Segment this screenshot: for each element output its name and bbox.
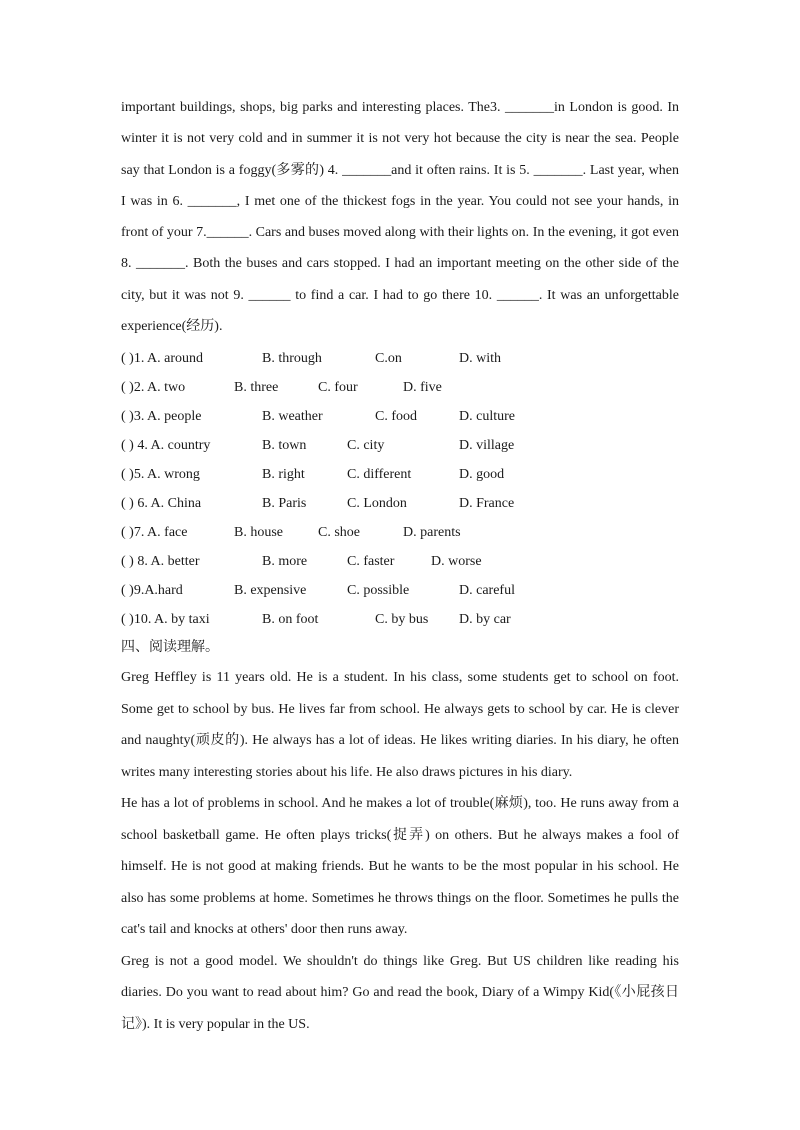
question-option-a: ( )2. A. two bbox=[121, 380, 186, 396]
question-option-c: C. different bbox=[347, 467, 412, 483]
question-option-a: ( ) 6. A. China bbox=[121, 496, 202, 512]
question-option-b: B. Paris bbox=[262, 496, 307, 512]
question-option-a: ( ) 4. A. country bbox=[121, 438, 211, 454]
reading-paragraph: He has a lot of problems in school. And he makes a lot of trouble(麻烦), too. He runs away from a school basketball game. He often plays tricks(捉弄) on others. But he always makes a fool of himself. He is not good at making friends. But he wants to be the most popular in his school. He also has some problems at home. Sometimes he throws things on the floor. Sometimes he pulls the cat's tail and knocks at others' door then runs away. bbox=[121, 796, 679, 938]
question-row bbox=[121, 605, 679, 634]
question-row bbox=[121, 344, 679, 373]
question-option-c: C. food bbox=[375, 409, 417, 425]
question-option-a: ( ) 8. A. better bbox=[121, 554, 200, 570]
section-heading: 四、阅读理解。 bbox=[121, 640, 219, 656]
question-option-b: B. town bbox=[262, 438, 307, 454]
reading-passage bbox=[121, 662, 679, 1040]
question-option-a: ( )5. A. wrong bbox=[121, 467, 200, 483]
question-option-d: D. France bbox=[459, 496, 515, 512]
question-row bbox=[121, 431, 679, 460]
question-option-c: C. four bbox=[318, 380, 358, 396]
question-option-b: B. weather bbox=[262, 409, 323, 425]
question-option-c: C. possible bbox=[347, 583, 410, 599]
question-row bbox=[121, 489, 679, 518]
question-option-d: D. parents bbox=[403, 525, 461, 541]
question-option-d: D. village bbox=[459, 438, 515, 454]
question-option-c: C.on bbox=[375, 351, 402, 367]
reading-paragraph: Greg is not a good model. We shouldn't do things like Greg. But US children like reading his diaries. Do you want to read about him? Go and read the book, Diary of a Wimpy Kid(《小屁孩日记》). It is very popular in the US. bbox=[121, 953, 679, 1032]
question-list bbox=[121, 344, 679, 634]
question-row bbox=[121, 460, 679, 489]
question-option-b: B. expensive bbox=[234, 583, 307, 599]
question-option-b: B. house bbox=[234, 525, 283, 541]
question-option-b: B. on foot bbox=[262, 612, 319, 628]
question-option-b: B. right bbox=[262, 467, 305, 483]
question-option-a: ( )1. A. around bbox=[121, 351, 204, 367]
question-option-d: D. with bbox=[459, 351, 501, 367]
question-option-d: D. worse bbox=[431, 554, 482, 570]
question-row bbox=[121, 518, 679, 547]
question-option-a: ( )7. A. face bbox=[121, 525, 188, 541]
question-option-b: B. through bbox=[262, 351, 322, 367]
question-option-b: B. three bbox=[234, 380, 279, 396]
question-option-a: ( )9.A.hard bbox=[121, 583, 183, 599]
cloze-passage: important buildings, shops, big parks and interesting places. The3. _______in London is good. In winter it is not very cold and in summer it is not very hot because the city is near the sea. People say that London is a foggy(多雾的) 4. _______and it often rains. It is 5. _______. Last year, when I was in 6. _______, I met one of the thickest fogs in the year. You could not see your hands, in front of your 7.______. Cars and buses moved along with their lights on. In the evening, it got even 8. _______. Both the buses and cars stopped. I had an important meeting on the other side of the city, but it was not 9. ______ to find a car. I had to go there 10. ______. It was an unforgettable experience(经历). bbox=[121, 100, 679, 335]
question-option-d: D. culture bbox=[459, 409, 515, 425]
question-option-a: ( )3. A. people bbox=[121, 409, 202, 425]
question-row bbox=[121, 402, 679, 431]
question-option-c: C. city bbox=[347, 438, 385, 454]
reading-paragraph: Greg Heffley is 11 years old. He is a student. In his class, some students get to school on foot. Some get to school by bus. He lives far from school. He always gets to school by car. He is clever and naughty(顽皮的). He always has a lot of ideas. He likes writing diaries. In his diary, he often writes many interesting stories about his life. He also draws pictures in his diary. bbox=[121, 670, 679, 780]
question-option-a: ( )10. A. by taxi bbox=[121, 612, 210, 628]
question-option-c: C. shoe bbox=[318, 525, 360, 541]
question-option-c: C. by bus bbox=[375, 612, 429, 628]
question-option-d: D. by car bbox=[459, 612, 511, 628]
question-option-d: D. careful bbox=[459, 583, 515, 599]
question-option-b: B. more bbox=[262, 554, 308, 570]
question-option-d: D. good bbox=[459, 467, 505, 483]
question-option-c: C. faster bbox=[347, 554, 395, 570]
question-row bbox=[121, 373, 679, 402]
document-page bbox=[121, 92, 679, 1040]
question-option-c: C. London bbox=[347, 496, 407, 512]
question-row bbox=[121, 547, 679, 576]
question-row bbox=[121, 576, 679, 605]
question-option-d: D. five bbox=[403, 380, 442, 396]
